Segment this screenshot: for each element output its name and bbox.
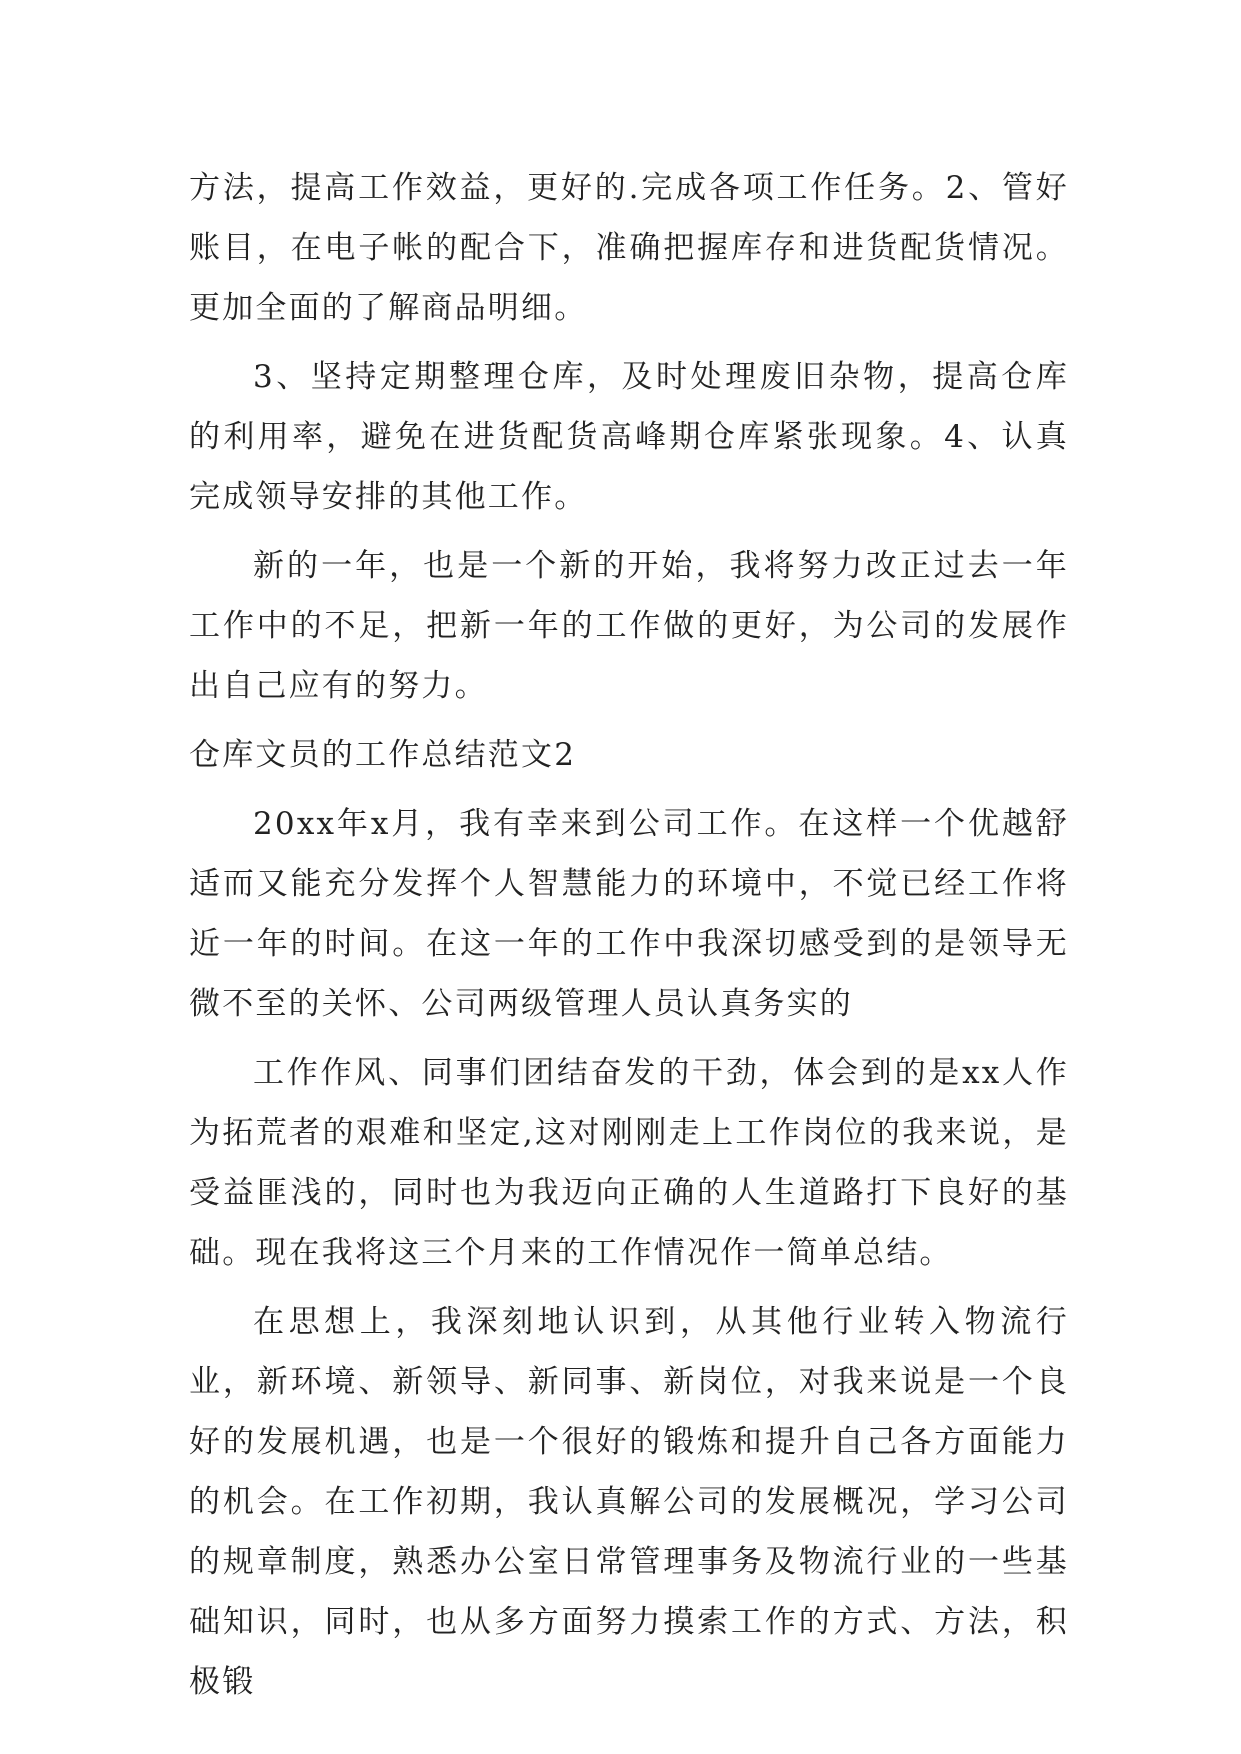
section-heading: 仓库文员的工作总结范文2 xyxy=(189,737,577,773)
paragraph-new-year: 新的一年，也是一个新的开始，我将努力改正过去一年工作中的不足，把新一年的工作做的更好，为公司的发展作出自己应有的努力。 xyxy=(189,548,1069,704)
paragraph-intro: 20xx年x月，我有幸来到公司工作。在这样一个优越舒适而又能充分发挥个人智慧能力的环境中，不觉已经工作将近一年的时间。在这一年的工作中我深切感受到的是领导无微不至的关怀、公司两级管理人员认真务实的 xyxy=(189,806,1069,1022)
paragraph-thinking: 在思想上，我深刻地认识到，从其他行业转入物流行业，新环境、新领导、新同事、新岗位，对我来说是一个良好的发展机遇，也是一个很好的锻炼和提升自己各方面能力的机会。在工作初期，我认真解公司的发展概况，学习公司的规章制度，熟悉办公室日常管理事务及物流行业的一些基础知识，同时，也从多方面努力摸索工作的方式、方法，积极锻 xyxy=(189,1304,1069,1700)
paragraph-continuation: 方法，提高工作效益，更好的.完成各项工作任务。2、管好账目，在电子帐的配合下，准确把握库存和进货配货情况。更加全面的了解商品明细。 xyxy=(189,170,1069,326)
document-body xyxy=(189,158,1069,1721)
paragraph-warehouse-tasks: 3、坚持定期整理仓库，及时处理废旧杂物，提高仓库的利用率，避免在进货配货高峰期仓库紧张现象。4、认真完成领导安排的其他工作。 xyxy=(189,359,1069,515)
paragraph-work-style: 工作作风、同事们团结奋发的干劲，体会到的是xx人作为拓荒者的艰难和坚定,这对刚刚走上工作岗位的我来说，是受益匪浅的，同时也为我迈向正确的人生道路打下良好的基础。现在我将这三个月来的工作情况作一简单总结。 xyxy=(189,1055,1069,1271)
